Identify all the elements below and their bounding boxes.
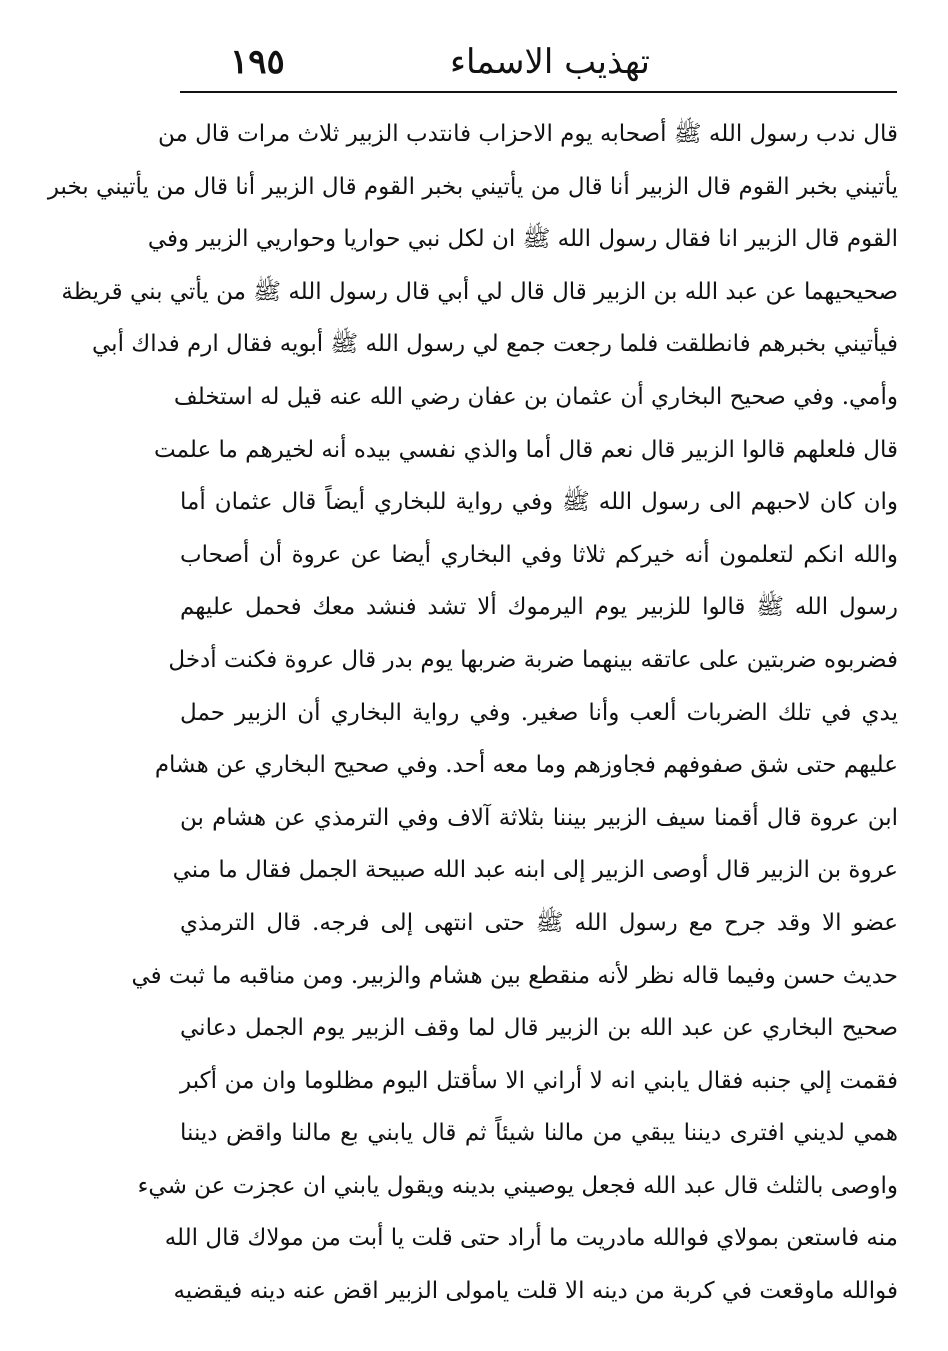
text-line: عليهم حتى شق صفوفهم فجاوزهم وما معه أحد. وفي صحيح البخاري عن هشام bbox=[154, 752, 898, 779]
text-line: فضربوه ضربتين على عاتقه بينهما ضربة ضربها يوم بدر قال عروة فكنت أدخل bbox=[168, 646, 898, 673]
text-line: فقمت إلي جنبه فقال يابني انه لا أراني الا سأقتل اليوم مظلوما وان من أكبر bbox=[180, 1067, 898, 1094]
text-line: عضو الا وقد جرح مع رسول الله ﷺ حتى انتهى إلى فرجه. قال الترمذي bbox=[180, 909, 898, 936]
body-text bbox=[47, 108, 898, 1318]
text-line: ابن عروة قال أقمنا سيف الزبير بيننا بثلاثة آلاف وفي الترمذي عن هشام بن bbox=[180, 804, 898, 831]
text-line: رسول الله ﷺ قالوا للزبير يوم اليرموك ألا تشد فنشد معك فحمل عليهم bbox=[180, 594, 898, 621]
text-line: القوم قال الزبير انا فقال رسول الله ﷺ ان لكل نبي حواريا وحواريي الزبير وفي bbox=[147, 226, 898, 253]
text-line: والله انكم لتعلمون أنه خيركم ثلاثا وفي البخاري أيضا عن عروة أن أصحاب bbox=[180, 541, 898, 568]
text-line: واوصى بالثلث قال عبد الله فجعل يوصيني بدينه ويقول يابني ان عجزت عن شيء bbox=[137, 1172, 898, 1199]
page-number: ١٩٥ bbox=[230, 42, 285, 82]
running-title: تهذيب الاسماء bbox=[450, 42, 650, 82]
header-rule bbox=[180, 91, 897, 93]
text-line: منه فاستعن بمولاي فوالله مادريت ما أراد حتى قلت يا أبت من مولاك قال الله bbox=[164, 1225, 898, 1252]
text-line: صحيحيهما عن عبد الله بن الزبير قال قال لي أبي قال رسول الله ﷺ من يأتي بني قريظة bbox=[61, 278, 898, 305]
text-line: قال فلعلهم قالوا الزبير قال نعم قال أما والذي نفسي بيده أنه لخيرهم ما علمت bbox=[153, 436, 898, 463]
text-line: حديث حسن وفيما قاله نظر لأنه منقطع بين هشام والزبير. ومن مناقبه ما ثبت في bbox=[131, 962, 898, 989]
text-line: فيأتيني بخبرهم فانطلقت فلما رجعت جمع لي رسول الله ﷺ أبويه فقال ارم فداك أبي bbox=[92, 331, 898, 358]
text-line: يأتيني بخبر القوم قال الزبير أنا قال من يأتيني بخبر القوم قال الزبير أنا قال من يأتيني بخبر bbox=[47, 173, 898, 200]
page-header bbox=[180, 40, 895, 90]
text-line: وأمي. وفي صحيح البخاري أن عثمان بن عفان رضي الله عنه قيل له استخلف bbox=[173, 383, 898, 410]
text-line: عروة بن الزبير قال أوصى الزبير إلى ابنه عبد الله صبيحة الجمل فقال ما مني bbox=[172, 857, 898, 884]
text-line: همي لديني افترى ديننا يبقي من مالنا شيئاً ثم قال يابني بع مالنا واقض ديننا bbox=[180, 1120, 898, 1147]
text-line: قال ندب رسول الله ﷺ أصحابه يوم الاحزاب فانتدب الزبير ثلاث مرات قال من bbox=[157, 121, 898, 147]
text-line: يدي في تلك الضربات ألعب وأنا صغير. وفي رواية البخاري أن الزبير حمل bbox=[180, 699, 898, 726]
text-line: صحيح البخاري عن عبد الله بن الزبير قال لما وقف الزبير يوم الجمل دعاني bbox=[180, 1015, 898, 1042]
text-line: وان كان لاحبهم الى رسول الله ﷺ وفي رواية للبخاري أيضاً قال عثمان أما bbox=[180, 489, 898, 516]
text-line: فوالله ماوقعت في كربة من دينه الا قلت يامولى الزبير اقض عنه دينه فيقضيه bbox=[173, 1278, 898, 1305]
